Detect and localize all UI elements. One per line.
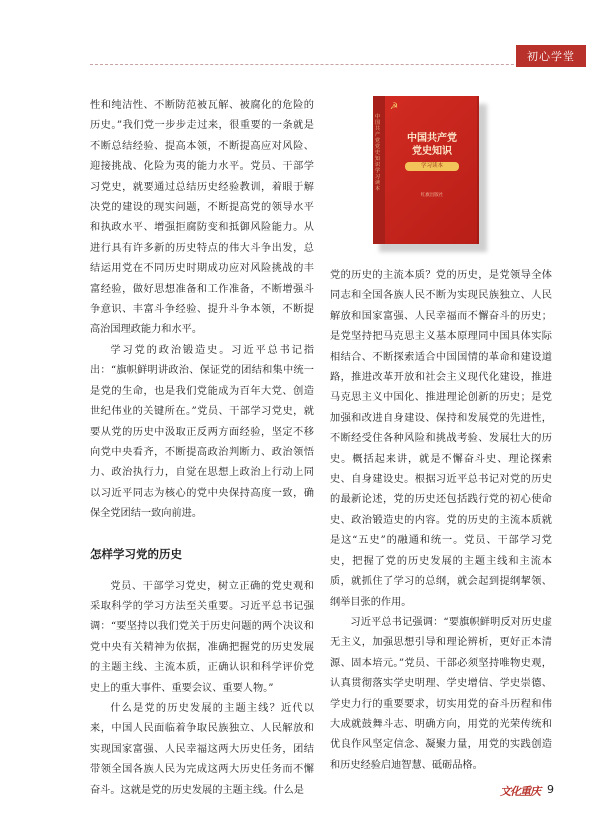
book-spine xyxy=(373,96,385,244)
paragraph: 习近平总书记强调：“要旗帜鲜明反对历史虚无主义，加强思想引导和理论辨析，更好正本清源、固本培元。”党员、干部必须坚持唯物史观，认真贯彻落实学史明理、学史增信、学史崇德、学史力行的重要要求，切实用党的奋斗历程和伟大成就鼓舞斗志、明确方向，用党的光荣传统和优良作风坚定信念、凝聚力量，用党的实践创造和历史经验启迪智慧、砥砺品格。 xyxy=(330,616,552,771)
book-front xyxy=(385,96,479,244)
book-title-line1: 中国共产党 xyxy=(407,133,457,144)
paragraph: 党的历史的主流本质？党的历史，是党领导全体同志和全国各族人民不断为实现民族独立、人民解放和国家富强、人民幸福而不懈奋斗的历史；是党坚持把马克思主义基本原理同中国具体实际相结合、不断探索适合中国国情的革命和建设道路，推进改革开放和社会主义现代化建设，推进马克思主义中国化、推进理论创新的历史；是党加强和改进自身建设、保持和发展党的先进性，不断经受住各种风险和挑战考验、发展壮大的历史。概括起来讲，就是不懈奋斗史、理论探索史、自身建设史。根据习近平总书记对党的历史的最新论述，党的历史还包括践行党的初心使命史、政治锻造史的内容。党的历史的主流本质就是这“五史”的融通和统一。党员、干部学习党史，把握了党的历史发展的主题主线和主流本质，就抓住了学习的总纲，就会起到提纲挈领、纲举目张的作用。 xyxy=(330,270,552,608)
section-heading: 怎样学习党的历史 xyxy=(90,546,182,561)
section-tag: 初心学堂 xyxy=(516,45,586,67)
paragraph: 学习党的政治锻造史。习近平总书记指出：“旗帜鲜明讲政治、保证党的团结和集中统一是党的生命，也是我们党能成为百年大党、创造世纪伟业的关键所在。”党员、干部学习党史，就要从党的历史中汲取正反两方面经验，坚定不移向党中央看齐，不断提高政治判断力、政治领悟力、政治执行力，自觉在思想上政治上行动上同以习近平同志为核心的党中央保持高度一致，确保全党团结一致向前进。 xyxy=(90,344,314,520)
book-spine-text: 中国共产党党史知识学习读本 xyxy=(375,114,381,192)
right-column xyxy=(330,266,552,776)
paragraph: 党员、干部学习党史，树立正确的党史观和采取科学的学习方法至关重要。习近平总书记强调：“要坚持以我们党关于历史问题的两个决议和党中央有关精神为依据，准确把握党的历史发展的主题主线、主流本质，正确认识和科学评价党史上的重大事件、重要会议、重要人物。” xyxy=(90,580,314,694)
book-title xyxy=(385,132,479,158)
party-emblem-icon: ☭ xyxy=(390,102,399,112)
paragraph: 性和纯洁性、不断防范被瓦解、被腐化的危险的历史。”我们党一步步走过来，很重要的一条就是不断总结经验、提高本领，不断提高应对风险、迎接挑战、化险为夷的能力水平。党员、干部学习党史，就要通过总结历史经验教训，着眼于解决党的建设的现实问题，不断提高党的领导水平和执政水平、增强拒腐防变和抵御风险能力。从进行具有许多新的历史特点的伟大斗争出发，总结运用党在不同历史时期成功应对风险挑战的丰富经验，做好思想准备和工作准备，不断增强斗争意识、丰富斗争经验、提升斗争本领，不断提高治国理政能力和水平。 xyxy=(90,100,314,336)
header-divider xyxy=(90,64,574,65)
book-publisher: 红旗出版社 xyxy=(420,193,444,198)
book-title-line2: 党史知识 xyxy=(412,146,452,157)
magazine-logo: 文化重庆 xyxy=(500,785,540,798)
book-cover-image xyxy=(373,96,485,248)
book-badge: 学习读本 xyxy=(405,162,459,171)
left-column xyxy=(90,96,314,801)
paragraph: 什么是党的历史发展的主题主线？近代以来，中国人民面临着争取民族独立、人民解放和实现国家富强、人民幸福这两大历史任务，团结带领全国各族人民为完成这两大历史任务而不懈奋斗。这就是党的历史发展的主题主线。什么是 xyxy=(90,702,314,796)
page-number: 9 xyxy=(547,783,554,796)
